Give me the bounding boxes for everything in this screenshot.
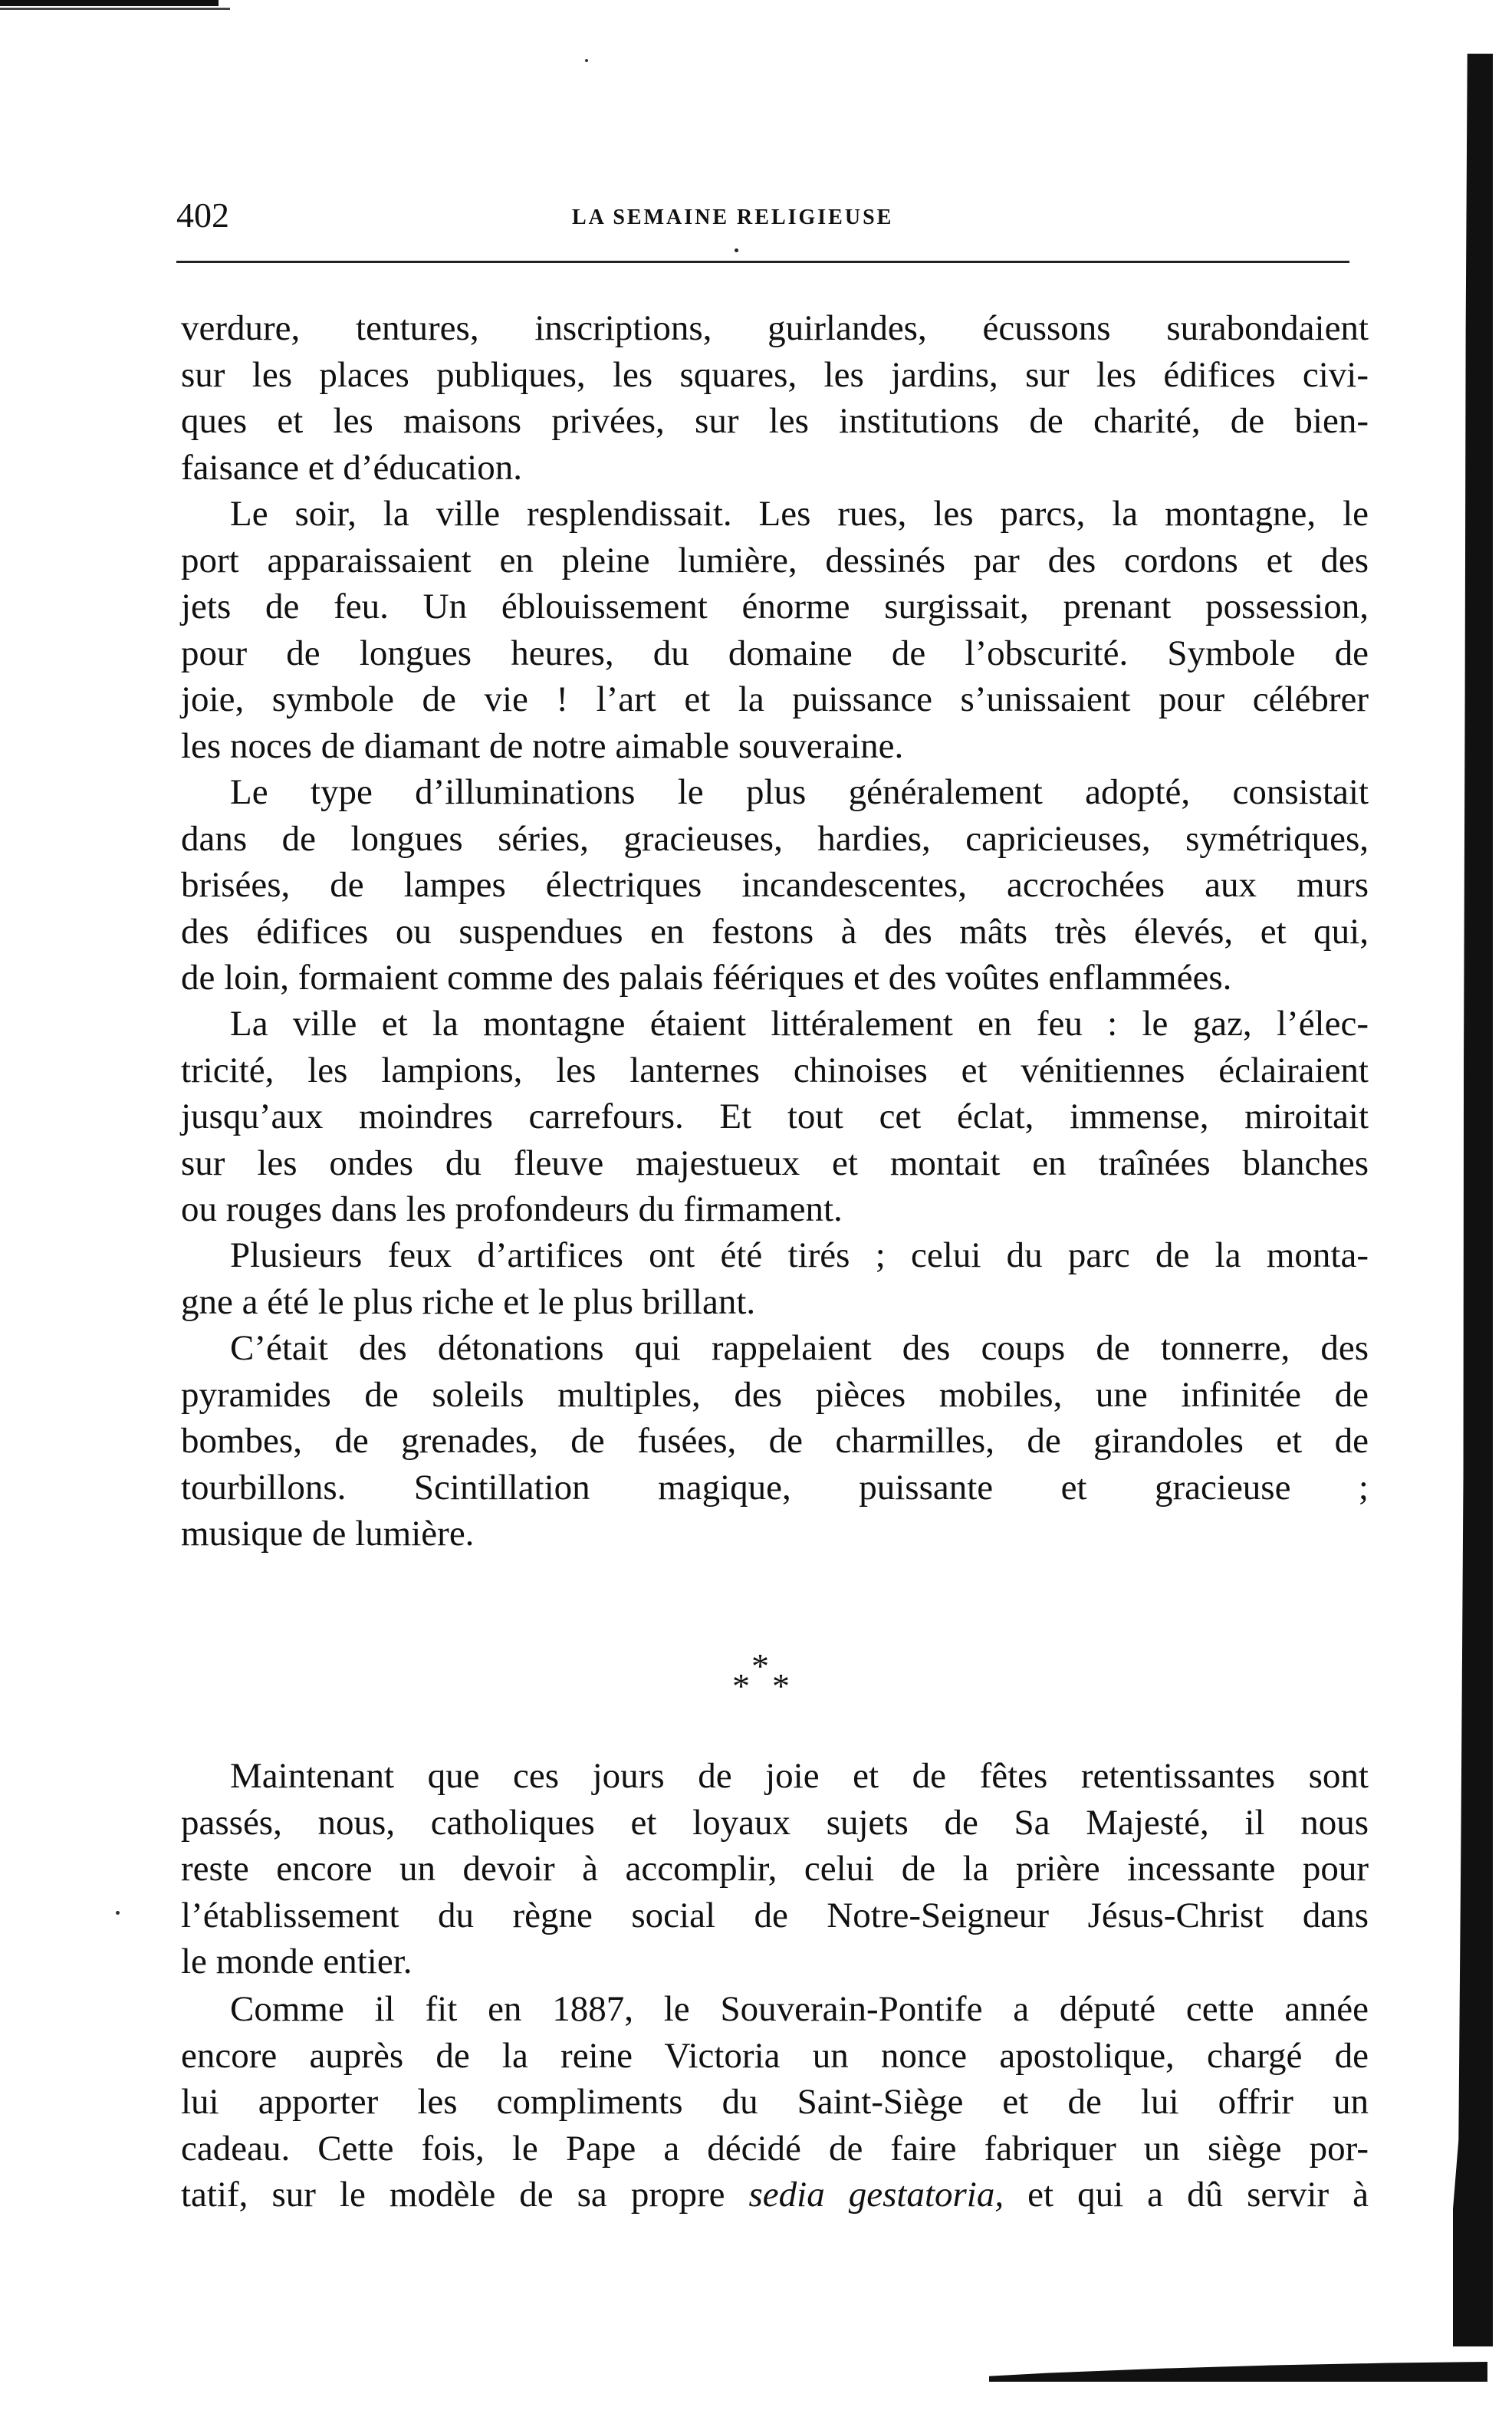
text-line: pour de longues heures, du domaine de l’obscurité. Symbole de xyxy=(181,633,1369,673)
separator-star: * xyxy=(751,1646,769,1685)
paragraph-souverain-pontife xyxy=(181,1986,1369,2218)
text-line: de loin, formaient comme des palais féériques et des voûtes enflammées. xyxy=(181,958,1232,998)
paragraph-ville xyxy=(181,1001,1369,1233)
top-edge-rule xyxy=(0,0,219,6)
text-line: pyramides de soleils multiples, des pièces mobiles, une infinitée de xyxy=(181,1374,1369,1415)
text-line: reste encore un devoir à accomplir, celui de la prière incessante pour xyxy=(181,1849,1369,1889)
text-line: Maintenant que ces jours de joie et de fêtes retentissantes sont xyxy=(230,1756,1369,1796)
text-line: C’était des détonations qui rappelaient des coups de tonnerre, des xyxy=(230,1328,1369,1368)
text-line: les noces de diamant de notre aimable souveraine. xyxy=(181,725,904,766)
separator-star: * xyxy=(772,1666,790,1705)
text-line: passés, nous, catholiques et loyaux sujets de Sa Majesté, il nous xyxy=(181,1802,1369,1843)
text-line: jets de feu. Un éblouissement énorme surgissait, prenant possession, xyxy=(181,587,1369,626)
text-line: ques et les maisons privées, sur les institutions de charité, de bien- xyxy=(181,401,1369,441)
page-number: 402 xyxy=(176,196,229,235)
text-line: l’établissement du règne social de Notre-Seigneur Jésus-Christ dans xyxy=(181,1895,1369,1935)
text-line: port apparaissaient en pleine lumière, dessinés par des cordons et des xyxy=(181,540,1369,580)
header-rule xyxy=(176,261,1349,263)
paragraph-maintenant xyxy=(181,1753,1369,1985)
text-line: le monde entier. xyxy=(181,1942,413,1981)
paragraph-soir xyxy=(181,491,1369,769)
text-line: La ville et la montagne étaient littéralement en feu : le gaz, l’élec- xyxy=(230,1004,1369,1044)
text-line: faisance et d’éducation. xyxy=(181,447,522,488)
paragraph-detonations xyxy=(181,1325,1369,1557)
text-line: ou rouges dans les profondeurs du firmament. xyxy=(181,1189,843,1229)
text-line: sur les places publiques, les squares, les jardins, sur les édifices civi- xyxy=(181,354,1369,395)
page-bottom-shadow xyxy=(989,2362,1487,2382)
text-line: des édifices ou suspendues en festons à des mâts très élevés, et qui, xyxy=(181,911,1369,952)
text-line: gne a été le plus riche et le plus brillant. xyxy=(181,1281,756,1322)
running-title: LA SEMAINE RELIGIEUSE xyxy=(572,206,894,229)
text-line: Plusieurs feux d’artifices ont été tirés ; celui du parc de la monta- xyxy=(230,1235,1369,1275)
text-line: Le soir, la ville resplendissait. Les rues, les parcs, la montagne, le xyxy=(230,494,1369,534)
paragraph-verdure xyxy=(181,305,1369,491)
text-line: cadeau. Cette fois, le Pape a décidé de faire fabriquer un siège por- xyxy=(181,2128,1369,2169)
text-line: musique de lumière. xyxy=(181,1514,475,1554)
text-line: lui apporter les compliments du Saint-Siège et de lui offrir un xyxy=(181,2082,1369,2122)
text-line: bombes, de grenades, de fusées, de charmilles, de girandoles et de xyxy=(181,1421,1369,1461)
text-line: brisées, de lampes électriques incandescentes, accrochées aux murs xyxy=(181,865,1369,905)
text-line: Comme il fit en 1887, le Souverain-Pontife a député cette année xyxy=(230,1989,1369,2029)
header-dot xyxy=(735,248,738,252)
text-line: joie, symbole de vie ! l’art et la puissance s’unissaient pour célébrer xyxy=(181,679,1369,719)
scan-speck xyxy=(585,59,588,62)
separator-star: * xyxy=(732,1666,750,1705)
top-edge-thin-rule xyxy=(0,8,230,10)
text-line: dans de longues séries, gracieuses, hardies, capricieuses, symétriques, xyxy=(181,818,1369,859)
scan-speck xyxy=(116,1911,120,1915)
final-line-prefix: tatif, sur le modèle de sa propre xyxy=(181,2175,749,2215)
paragraph-artifices xyxy=(181,1232,1369,1325)
text-line: verdure, tentures, inscriptions, guirlandes, écussons surabondaient xyxy=(181,308,1369,348)
page-header xyxy=(176,193,1372,247)
section-separator-asterism xyxy=(732,1646,794,1710)
text-line: encore auprès de la reine Victoria un nonce apostolique, chargé de xyxy=(181,2035,1369,2076)
paragraph-illuminations xyxy=(181,769,1369,1001)
final-line-suffix: et qui a dû servir à xyxy=(1004,2175,1369,2215)
text-line: tricité, les lampions, les lanternes chinoises et vénitiennes éclairaient xyxy=(181,1050,1369,1090)
text-line: sur les ondes du fleuve majestueux et montait en traînées blanches xyxy=(181,1143,1369,1183)
text-line-final xyxy=(181,2172,1369,2218)
text-line: Le type d’illuminations le plus généralement adopté, consistait xyxy=(230,772,1369,812)
text-line: jusqu’aux moindres carrefours. Et tout cet éclat, immense, miroitait xyxy=(181,1097,1369,1136)
page-binding-shadow xyxy=(1453,54,1493,2346)
text-line: tourbillons. Scintillation magique, puissante et gracieuse ; xyxy=(181,1467,1369,1508)
italic-term: sedia gestatoria, xyxy=(748,2175,1004,2215)
